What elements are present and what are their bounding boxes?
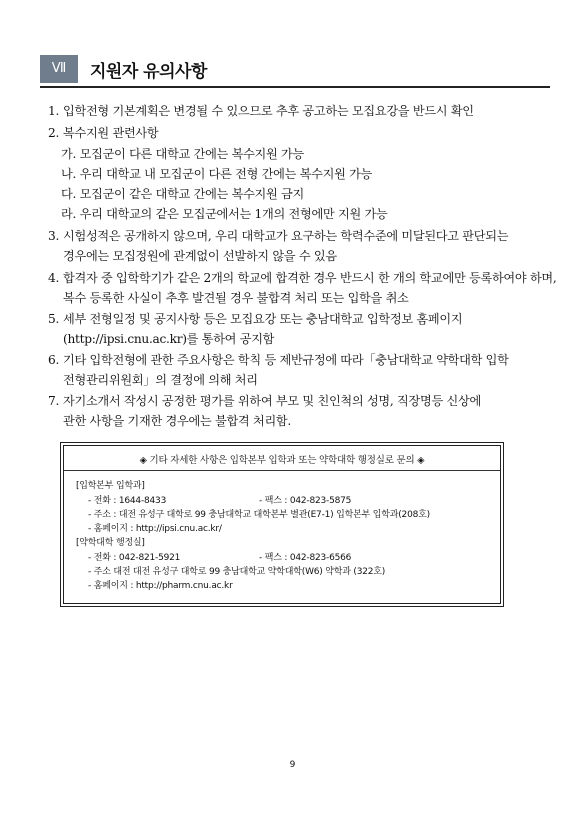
notice-subitem-ga: 가. 모집군이 다른 대학교 간에는 복수지원 가능 [61,147,305,161]
notice-subitem-da: 다. 모집군이 같은 대학교 간에는 복수지원 금지 [61,187,305,201]
admissions-homepage-link[interactable]: - 홈페이지 : http://ipsi.cnu.ac.kr/ [88,524,222,534]
notice-subitem-na: 나. 우리 대학교 내 모집군이 다른 전형 간에는 복수지원 가능 [61,167,373,181]
notice-item-4-cont: 복수 등록한 사실이 추후 발견될 경우 불합격 처리 또는 입학을 취소 [63,291,409,305]
pharmacy-homepage-link[interactable]: - 홈페이지 : http://pharm.cnu.ac.kr [88,581,233,591]
notice-item-6-cont: 전형관리위원회」의 결정에 의해 처리 [63,373,258,387]
pharmacy-office-title: [약학대학 행정실] [76,538,145,548]
notice-item-5: 5. 세부 전형일정 및 공지사항 등은 모집요강 또는 충남대학교 입학정보 홈페이지 [48,312,463,326]
pharmacy-fax: - 팩스 : 042-823-6566 [259,553,352,563]
notice-item-1: 1. 입학전형 기본계획은 변경될 수 있으므로 추후 공고하는 모집요강을 반드시 확인 [48,104,474,118]
section-divider [40,86,550,88]
contact-box-divider [64,470,500,471]
pharmacy-phone: - 전화 : 042-821-5921 [88,553,181,563]
pharmacy-address: - 주소 대전 대전 유성구 대학로 99 충남대학교 약학대학(W6) 약학과 (322호) [88,567,386,577]
notice-item-2: 2. 복수지원 관련사항 [48,126,159,140]
section-title: 지원자 유의사항 [90,62,207,82]
admissions-fax: - 팩스 : 042-823-5875 [259,496,352,506]
notice-item-5-cont: (http://ipsi.cnu.ac.kr)를 통하여 공지함 [63,332,275,346]
admissions-office-title: [입학본부 입학과] [76,481,145,491]
notice-subitem-ra: 라. 우리 대학교의 같은 모집군에서는 1개의 전형에만 지원 가능 [61,207,388,221]
notice-item-4: 4. 합격자 중 입학학기가 같은 2개의 학교에 합격한 경우 반드시 한 개의 학교에만 등록하여야 하며, [48,271,557,285]
notice-item-3-cont: 경우에는 모집정원에 관계없이 선발하지 않을 수 있음 [63,249,337,263]
notice-item-3: 3. 시험성적은 공개하지 않으며, 우리 대학교가 요구하는 학력수준에 미달된다고 판단되는 [48,229,509,243]
section-number-badge: Ⅶ [40,55,78,83]
page-number: 9 [289,760,296,770]
notice-item-6: 6. 기타 입학전형에 관한 주요사항은 학칙 등 제반규정에 따라「충남대학교 약학대학 입학 [48,353,509,367]
admissions-address: - 주소 : 대전 유성구 대학로 99 충남대학교 대학본부 별관(E7-1) 입학본부 입학과(208호) [88,510,430,520]
notice-item-7: 7. 자기소개서 작성시 공정한 평가를 위하여 부모 및 친인척의 성명, 직장명등 신상에 [48,394,481,408]
notice-item-7-cont: 관한 사항을 기재한 경우에는 불합격 처리함. [63,414,291,428]
section-header [40,53,550,87]
admissions-phone: - 전화 : 1644-8433 [88,496,167,506]
contact-box-header: ◈ 기타 자세한 사항은 입학본부 입학과 또는 약학대학 행정실로 문의 ◈ [139,455,425,466]
contact-info-box [63,445,501,604]
